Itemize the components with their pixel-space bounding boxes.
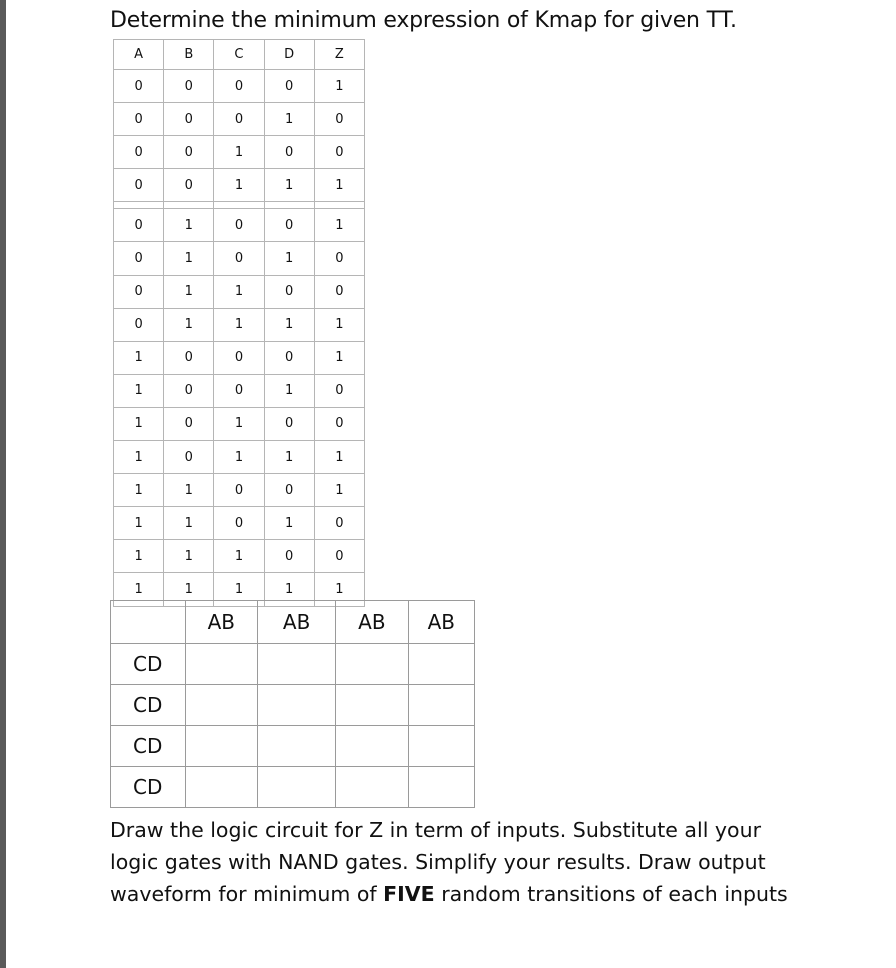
kmap-cell[interactable]: [408, 685, 474, 726]
truth-table-cell: 1: [164, 573, 214, 606]
truth-table-row: [114, 103, 365, 136]
kmap-cell[interactable]: [408, 726, 474, 767]
truth-table-cell: 0: [114, 308, 164, 341]
header-a: A: [114, 40, 164, 70]
header-d: D: [264, 40, 314, 70]
kmap-row-header: CD: [111, 685, 186, 726]
kmap-header-row: [111, 601, 475, 644]
truth-table-row: [114, 136, 365, 169]
truth-table-cell: 0: [164, 70, 214, 103]
truth-table-cell: 1: [114, 441, 164, 474]
truth-table-cell: 0: [314, 103, 364, 136]
header-c: C: [214, 40, 264, 70]
truth-table-cell: 1: [114, 374, 164, 407]
truth-table-cell: 0: [114, 209, 164, 242]
truth-table-cell: 1: [164, 242, 214, 275]
truth-table-cell: 0: [164, 136, 214, 169]
spacer-cell: [114, 202, 164, 209]
spacer-cell: [214, 202, 264, 209]
kmap-cell[interactable]: [257, 726, 335, 767]
truth-table-cell: 1: [214, 441, 264, 474]
header-b: B: [164, 40, 214, 70]
instructions-text: Draw the logic circuit for Z in term of inputs. Substitute all your logic gates with NAND gates. Simplify your results. Draw output waveform for minimum of: [110, 818, 766, 906]
kmap-row: [111, 767, 475, 808]
kmap-row-header: CD: [111, 767, 186, 808]
kmap-col-header: AB: [257, 601, 335, 644]
truth-table-row: [114, 209, 365, 242]
truth-table-cell: 1: [164, 540, 214, 573]
truth-table-cell: 0: [164, 341, 214, 374]
truth-table-cell: 1: [314, 341, 364, 374]
truth-table-row: [114, 275, 365, 308]
kmap-cell[interactable]: [257, 767, 335, 808]
truth-table-row: [114, 407, 365, 440]
page-title: Determine the minimum expression of Kmap for given TT.: [110, 8, 737, 33]
truth-table-header-row: [114, 40, 365, 70]
truth-table-cell: 1: [164, 275, 214, 308]
kmap-cell[interactable]: [257, 644, 335, 685]
truth-table-cell: 0: [314, 507, 364, 540]
truth-table-cell: 0: [264, 136, 314, 169]
truth-table-cell: 1: [214, 308, 264, 341]
truth-table-cell: 0: [214, 507, 264, 540]
truth-table-cell: 0: [314, 242, 364, 275]
kmap-cell[interactable]: [185, 685, 257, 726]
truth-table-cell: 1: [264, 507, 314, 540]
truth-table-cell: 1: [214, 573, 264, 606]
truth-table-cell: 0: [114, 242, 164, 275]
truth-table-row: [114, 540, 365, 573]
truth-table-cell: 0: [264, 474, 314, 507]
truth-table-cell: 0: [164, 441, 214, 474]
truth-table-cell: 0: [114, 136, 164, 169]
truth-table-cell: 1: [114, 341, 164, 374]
truth-table-row: [114, 169, 365, 202]
truth-table-cell: 0: [264, 540, 314, 573]
kmap-grid: [110, 600, 475, 808]
header-z: Z: [314, 40, 364, 70]
truth-table-cell: 0: [114, 169, 164, 202]
truth-table-row: [114, 70, 365, 103]
truth-table-cell: 1: [114, 474, 164, 507]
truth-table-cell: 0: [214, 374, 264, 407]
truth-table-cell: 1: [114, 507, 164, 540]
truth-table-cell: 1: [264, 242, 314, 275]
spacer-cell: [164, 202, 214, 209]
spacer-cell: [314, 202, 364, 209]
truth-table-cell: 1: [264, 573, 314, 606]
truth-table-cell: 1: [264, 103, 314, 136]
truth-table: [113, 39, 365, 607]
truth-table-cell: 0: [314, 540, 364, 573]
truth-table-cell: 1: [314, 573, 364, 606]
truth-table-row: [114, 308, 365, 341]
truth-table-cell: 1: [214, 169, 264, 202]
kmap-cell[interactable]: [336, 685, 408, 726]
truth-table-cell: 1: [164, 507, 214, 540]
truth-table-cell: 0: [214, 242, 264, 275]
kmap-cell[interactable]: [336, 726, 408, 767]
truth-table-cell: 1: [314, 70, 364, 103]
kmap-cell[interactable]: [185, 767, 257, 808]
truth-table-cell: 0: [214, 474, 264, 507]
truth-table-row: [114, 242, 365, 275]
truth-table-cell: 0: [214, 103, 264, 136]
truth-table-cell: 0: [314, 407, 364, 440]
truth-table-cell: 0: [264, 275, 314, 308]
truth-table-cell: 0: [214, 70, 264, 103]
truth-table-cell: 1: [214, 407, 264, 440]
truth-table-cell: 0: [114, 275, 164, 308]
truth-table-cell: 0: [314, 275, 364, 308]
truth-table-cell: 1: [264, 308, 314, 341]
truth-table-cell: 1: [314, 441, 364, 474]
truth-table-cell: 0: [264, 209, 314, 242]
truth-table-cell: 0: [314, 136, 364, 169]
truth-table-cell: 1: [264, 441, 314, 474]
truth-table-cell: 0: [114, 103, 164, 136]
truth-table-cell: 1: [214, 136, 264, 169]
truth-table-cell: 1: [164, 308, 214, 341]
truth-table-cell: 1: [314, 209, 364, 242]
truth-table-cell: 0: [164, 374, 214, 407]
kmap-row: [111, 726, 475, 767]
truth-table-spacer: [114, 202, 365, 209]
kmap-cell[interactable]: [185, 644, 257, 685]
kmap-row: [111, 685, 475, 726]
truth-table-cell: 1: [114, 573, 164, 606]
truth-table-cell: 0: [214, 341, 264, 374]
truth-table-cell: 0: [214, 209, 264, 242]
instructions-paragraph: [110, 814, 810, 910]
truth-table-cell: 0: [314, 374, 364, 407]
truth-table-cell: 1: [314, 169, 364, 202]
truth-table-cell: 1: [264, 374, 314, 407]
kmap-cell[interactable]: [408, 767, 474, 808]
truth-table-row: [114, 474, 365, 507]
kmap-cell[interactable]: [257, 685, 335, 726]
kmap-cell[interactable]: [408, 644, 474, 685]
truth-table-cell: 1: [314, 474, 364, 507]
instructions-emphasis: FIVE: [383, 882, 435, 906]
kmap-cell[interactable]: [185, 726, 257, 767]
kmap-col-header: AB: [185, 601, 257, 644]
truth-table-cell: 0: [264, 341, 314, 374]
left-edge-bar: [0, 0, 6, 968]
truth-table-cell: 1: [214, 540, 264, 573]
kmap-cell[interactable]: [336, 644, 408, 685]
truth-table-row: [114, 441, 365, 474]
kmap-row-header: CD: [111, 644, 186, 685]
instructions-text-end: random transitions of each inputs: [434, 882, 788, 906]
truth-table-cell: 1: [164, 474, 214, 507]
truth-table-row: [114, 341, 365, 374]
kmap-col-header: AB: [408, 601, 474, 644]
truth-table-cell: 1: [164, 209, 214, 242]
kmap-cell[interactable]: [336, 767, 408, 808]
kmap-row-header: CD: [111, 726, 186, 767]
kmap-corner: [111, 601, 186, 644]
truth-table-cell: 0: [114, 70, 164, 103]
truth-table-cell: 0: [164, 169, 214, 202]
truth-table-cell: 0: [164, 103, 214, 136]
truth-table-cell: 1: [114, 407, 164, 440]
truth-table-cell: 1: [214, 275, 264, 308]
truth-table-cell: 0: [264, 70, 314, 103]
truth-table-cell: 1: [114, 540, 164, 573]
truth-table-cell: 1: [264, 169, 314, 202]
truth-table-row: [114, 374, 365, 407]
truth-table-cell: 0: [164, 407, 214, 440]
kmap-row: [111, 644, 475, 685]
truth-table-cell: 0: [264, 407, 314, 440]
truth-table-cell: 1: [314, 308, 364, 341]
kmap-col-header: AB: [336, 601, 408, 644]
truth-table-row: [114, 507, 365, 540]
spacer-cell: [264, 202, 314, 209]
